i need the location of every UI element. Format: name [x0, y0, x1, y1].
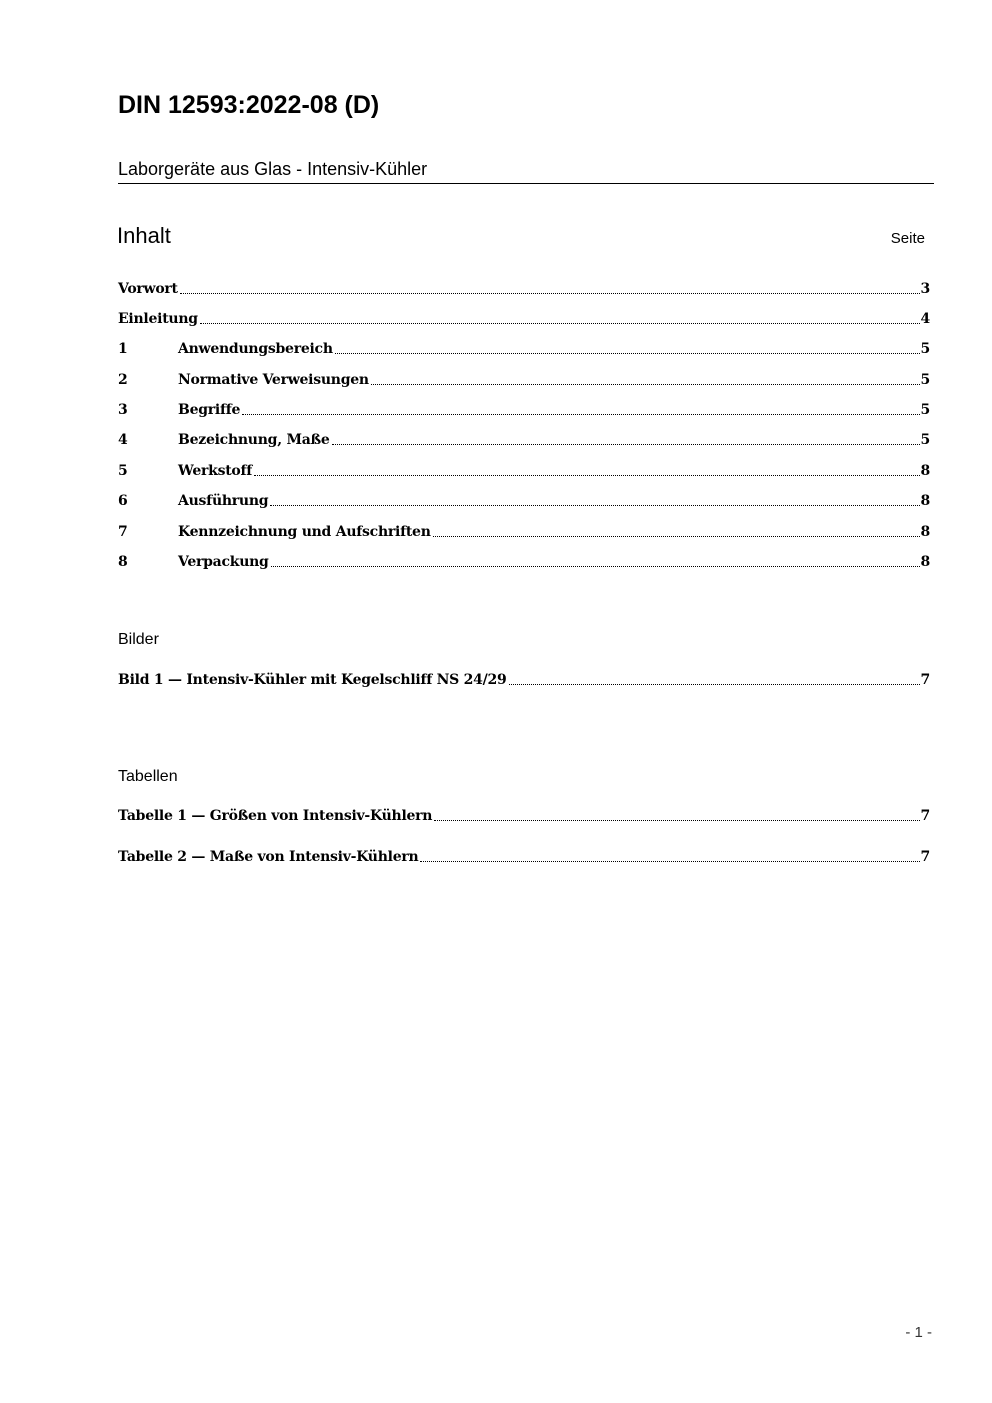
figure-entry-page: 7	[920, 672, 930, 688]
toc-entry-text: Begriffe	[178, 402, 241, 418]
figure-entry-text: Bild 1 — Intensiv-Kühler mit Kegelschliff NS 24/29	[118, 672, 507, 688]
toc-entry-3[interactable]	[118, 400, 930, 420]
toc-entry-page: 8	[920, 463, 930, 479]
toc-entry-page: 5	[920, 372, 930, 388]
toc-leader	[335, 353, 920, 354]
toc-entry-text: Anwendungsbereich	[178, 341, 333, 357]
toc-leader	[242, 414, 919, 415]
toc-entry-4[interactable]	[118, 430, 930, 450]
toc-leader	[200, 323, 920, 324]
toc-entry-text: Kennzeichnung und Aufschriften	[178, 524, 431, 540]
toc-leader	[434, 820, 919, 821]
toc-entry-text: Vorwort	[118, 281, 178, 297]
toc-entry-text: Ausführung	[178, 493, 269, 509]
toc-leader	[270, 505, 919, 506]
table-entry-page: 7	[920, 849, 930, 865]
toc-leader	[371, 384, 920, 385]
figure-entry-1[interactable]	[118, 670, 930, 690]
toc-entry-8[interactable]	[118, 552, 930, 572]
toc-entry-page: 5	[920, 341, 930, 357]
toc-leader	[254, 475, 919, 476]
toc-entry-page: 8	[920, 524, 930, 540]
toc-entry-text: Werkstoff	[178, 463, 253, 479]
table-entry-1[interactable]	[118, 806, 930, 826]
toc-entry-page: 8	[920, 554, 930, 570]
table-entry-text: Tabelle 1 — Größen von Intensiv-Kühlern	[118, 808, 433, 824]
toc-entry-page: 5	[920, 432, 930, 448]
document-number: DIN 12593:2022-08 (D)	[118, 91, 380, 119]
table-entry-text: Tabelle 2 — Maße von Intensiv-Kühlern	[118, 849, 419, 865]
toc-entry-1[interactable]	[118, 339, 930, 359]
toc-entry-vorwort[interactable]	[118, 279, 930, 299]
toc-entry-number: 4	[118, 432, 128, 448]
toc-entry-number: 7	[118, 524, 128, 540]
page-column-label: Seite	[890, 230, 925, 247]
figures-heading: Bilder	[118, 631, 159, 648]
toc-entry-6[interactable]	[118, 491, 930, 511]
table-entry-page: 7	[920, 808, 930, 824]
toc-entry-number: 2	[118, 372, 128, 388]
toc-leader	[271, 566, 920, 567]
toc-entry-page: 3	[920, 281, 930, 297]
toc-entry-page: 4	[920, 311, 930, 327]
toc-entry-text: Bezeichnung, Maße	[178, 432, 330, 448]
toc-entry-page: 8	[920, 493, 930, 509]
table-entry-2[interactable]	[118, 847, 930, 867]
toc-leader	[420, 861, 919, 862]
toc-entry-page: 5	[920, 402, 930, 418]
toc-leader	[332, 444, 920, 445]
toc-heading: Inhalt	[117, 223, 171, 248]
toc-entry-text: Verpackung	[178, 554, 269, 570]
document-subtitle: Laborgeräte aus Glas - Intensiv-Kühler	[118, 159, 428, 179]
toc-entry-7[interactable]	[118, 522, 930, 542]
toc-entry-text: Normative Verweisungen	[178, 372, 369, 388]
toc-entry-5[interactable]	[118, 461, 930, 481]
toc-entry-2[interactable]	[118, 370, 930, 390]
toc-entry-text: Einleitung	[118, 311, 198, 327]
toc-entry-einleitung[interactable]	[118, 309, 930, 329]
toc-leader	[180, 293, 920, 294]
toc-entry-number: 3	[118, 402, 128, 418]
tables-heading: Tabellen	[118, 768, 178, 785]
toc-entry-number: 6	[118, 493, 128, 509]
toc-entry-number: 1	[118, 341, 128, 357]
toc-entry-number: 8	[118, 554, 128, 570]
toc-leader	[433, 536, 920, 537]
title-rule	[118, 183, 934, 184]
toc-entry-number: 5	[118, 463, 128, 479]
page-number: - 1 -	[905, 1324, 932, 1341]
toc-leader	[509, 684, 920, 685]
